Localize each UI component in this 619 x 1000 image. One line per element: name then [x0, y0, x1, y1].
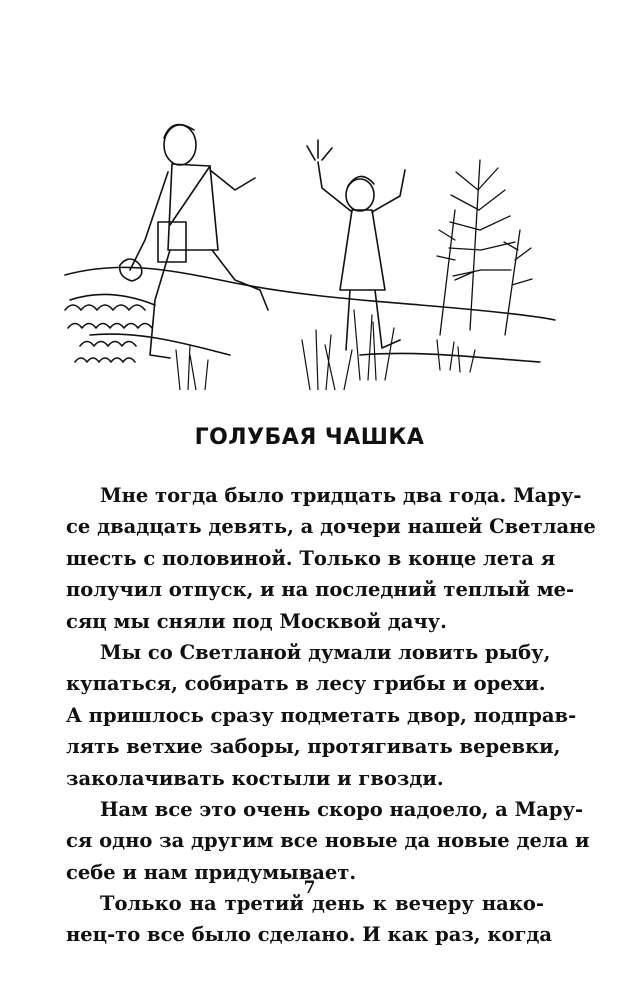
text-line: Мне тогда было тридцать два года. Мару- [100, 484, 582, 507]
text-line: Нам все это очень скоро надоело, а Мару- [100, 797, 584, 821]
text-line: себе и нам придумывает. [66, 860, 357, 884]
text-line: Только на третий день к вечеру нако- [100, 892, 544, 916]
text-line: Мы со Светланой думали ловить рыбу, [100, 640, 551, 664]
illustration-man-and-girl-in-meadow [60, 100, 560, 390]
grass [176, 310, 475, 390]
fern-bush-right [437, 160, 532, 335]
meadow-ground [65, 267, 555, 320]
text-line: купаться, собирать в лесу грибы и орехи. [66, 672, 546, 696]
text-line: се двадцать девять, а дочери нашей Светлане [66, 515, 596, 539]
text-line: лять ветхие заборы, протягивать веревки, [66, 735, 561, 759]
page-number: 7 [303, 878, 316, 898]
text-line: сяц мы сняли под Москвой дачу. [66, 609, 447, 633]
text-line: нец-то все было сделано. И как раз, когда [66, 923, 553, 947]
chapter-title: ГОЛУБАЯ ЧАШКА [194, 425, 425, 450]
text-line: А пришлось сразу подметать двор, подправ- [66, 703, 577, 727]
text-line: шесть с половиной. Только в конце лета я [66, 546, 556, 570]
text-line: заколачивать костыли и гвозди. [66, 766, 444, 790]
text-line: ся одно за другим все новые да новые дела и [66, 829, 590, 853]
text-line: получил отпуск, и на последний теплый ме- [66, 578, 575, 602]
man-figure [120, 125, 268, 358]
girl-figure [307, 140, 405, 350]
